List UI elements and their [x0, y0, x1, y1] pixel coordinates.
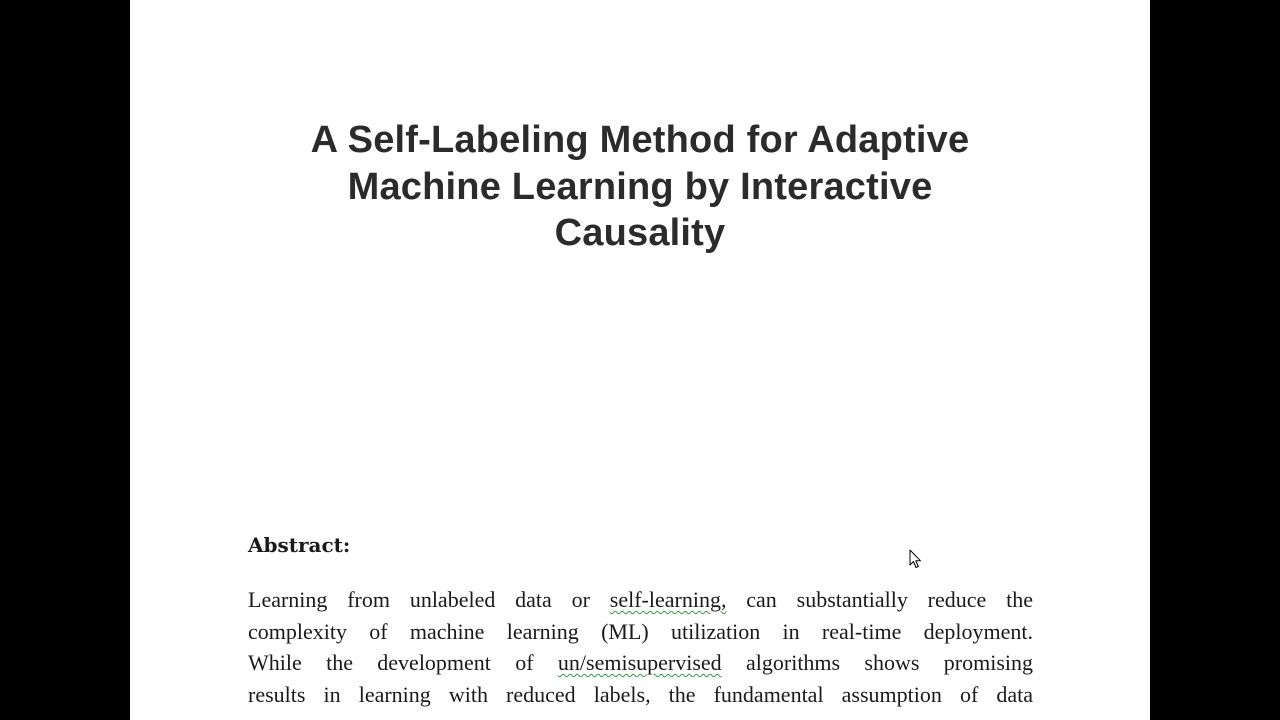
mouse-pointer-icon — [909, 549, 923, 569]
text-run: can substantially reduce the — [726, 587, 1033, 612]
abstract-line-3 — [248, 647, 1033, 679]
document-page[interactable] — [130, 0, 1150, 720]
text-run: algorithms shows promising — [721, 650, 1033, 676]
abstract-line-1 — [248, 584, 1033, 616]
spellcheck-flagged-word[interactable]: un/semisupervised — [557, 650, 722, 676]
abstract-body — [248, 584, 1033, 710]
text-run: complexity of machine learning (ML) utilization in real-time deployment. — [248, 618, 1033, 644]
abstract-heading: Abstract: — [248, 533, 351, 557]
abstract-line-4 — [248, 679, 1033, 711]
text-run: While the development of — [248, 650, 558, 676]
document-title — [130, 117, 1150, 257]
spellcheck-flagged-word[interactable]: self-learning, — [609, 587, 727, 612]
title-line-3: Causality — [554, 212, 726, 254]
abstract-line-2 — [248, 616, 1033, 648]
title-line-1: A Self-Labeling Method for Adaptive — [310, 119, 970, 161]
text-run: Learning from unlabeled data or — [248, 587, 610, 612]
text-run: results in learning with reduced labels, the fundamental assumption of data — [248, 681, 1033, 707]
title-line-2: Machine Learning by Interactive — [347, 165, 933, 208]
